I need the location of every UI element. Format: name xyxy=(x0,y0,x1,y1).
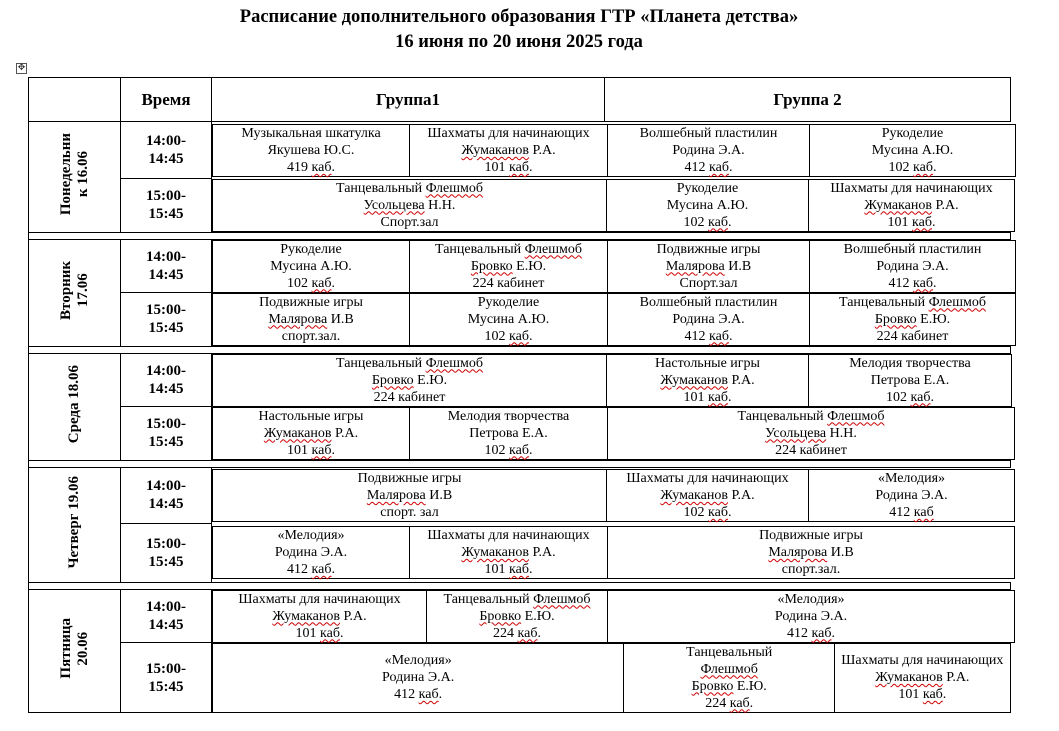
activity-cell[interactable] xyxy=(809,179,1015,231)
activity-line: Петрова Е.А. xyxy=(469,425,548,441)
activity-line: 412 каб. xyxy=(684,328,733,344)
activity-cell[interactable] xyxy=(213,526,410,578)
activity-line: Подвижные игры xyxy=(656,241,761,257)
activity-line: Шахматы для начинающих xyxy=(841,653,1004,668)
activity-line: Рукоделие xyxy=(881,125,944,141)
activity-line: Музыкальная шкатулка xyxy=(241,125,381,141)
activity-line: Родина Э.А. xyxy=(774,608,848,624)
day-label-line: Среда 18.06 xyxy=(66,364,82,444)
activity-cell[interactable] xyxy=(213,590,427,642)
schedule-row xyxy=(29,239,1011,293)
activity-cell[interactable] xyxy=(213,469,607,521)
table-header-row xyxy=(29,78,1011,122)
activity-line: Мусина А.Ю. xyxy=(871,142,954,158)
activity-line: Жумаканов Р.А. xyxy=(875,670,970,685)
header-group-1: Группа1 xyxy=(212,78,605,122)
activity-line: Жумаканов Р.А. xyxy=(461,544,556,560)
activity-line: Танцевальный Флешмоб xyxy=(336,180,483,196)
activity-cell[interactable] xyxy=(213,643,624,712)
activity-line: Бровко Е.Ю. xyxy=(371,372,448,388)
activity-line: Волшебный пластилин xyxy=(843,241,982,257)
activity-cell[interactable] xyxy=(213,293,410,345)
schedule-row xyxy=(29,293,1011,347)
activity-line: Бровко Е.Ю. xyxy=(691,678,767,694)
time-slot-cell: 15:00- 15:45 xyxy=(121,293,212,347)
activity-line: Подвижные игры xyxy=(259,294,363,310)
day-label-line: 20.06 xyxy=(74,631,91,666)
activity-line: Рукоделие xyxy=(477,294,540,310)
activity-line: 224 кабинет xyxy=(472,275,545,291)
activity-line: 224 каб. xyxy=(493,625,541,641)
activity-line: Шахматы для начинающих xyxy=(238,591,401,607)
activity-line: Танцевальный Флешмоб xyxy=(737,408,885,424)
activity-line: Шахматы для начинающих xyxy=(427,527,590,543)
activity-cell[interactable] xyxy=(809,469,1015,521)
activity-cell[interactable] xyxy=(427,590,608,642)
day-label-cell xyxy=(29,467,121,582)
activity-line: спорт.зал. xyxy=(281,328,341,344)
activity-line: Жумаканов Р.А. xyxy=(461,142,556,158)
activity-cell[interactable] xyxy=(607,354,809,406)
activity-line: Жумаканов Р.А. xyxy=(660,372,755,388)
activity-cell[interactable] xyxy=(410,124,608,176)
activity-line: Бровко Е.Ю. xyxy=(479,608,555,624)
day-label-line: Понедельни xyxy=(57,133,74,216)
activity-line: 101 каб. xyxy=(887,214,936,230)
activity-line: Малярова И.В xyxy=(366,487,453,503)
day-label-line: к 16.06 xyxy=(74,151,91,198)
activity-line: Родина Э.А. xyxy=(876,258,949,274)
time-slot-cell: 15:00- 15:45 xyxy=(121,523,212,582)
activity-line: Родина Э.А. xyxy=(382,670,455,685)
activity-line: 101 каб. xyxy=(898,687,947,702)
activity-cell[interactable] xyxy=(608,124,810,176)
activity-line: 412 каб. xyxy=(394,687,443,702)
activity-line: Флешмоб xyxy=(700,661,758,677)
activity-cell[interactable] xyxy=(213,407,410,459)
day-label-cell xyxy=(29,239,121,346)
activity-line: 101 каб. xyxy=(484,159,533,175)
schedule-row xyxy=(29,523,1011,582)
day-separator-row xyxy=(29,460,1011,467)
activity-line: Рукоделие xyxy=(280,241,342,257)
activity-line: Спорт.зал xyxy=(679,275,738,291)
activity-line: Родина Э.А. xyxy=(672,142,745,158)
time-slot-cell: 15:00- 15:45 xyxy=(121,407,212,461)
activity-line: Малярова И.В xyxy=(268,311,354,327)
activity-line: Жумаканов Р.А. xyxy=(272,608,367,624)
activity-line: Танцевальный Флешмоб xyxy=(443,591,591,607)
activity-line: 224 кабинет xyxy=(373,389,446,405)
schedule-row xyxy=(29,589,1011,643)
activity-line: Шахматы для начинающих xyxy=(626,470,789,486)
activity-line: Жумаканов Р.А. xyxy=(263,425,359,441)
activity-cell[interactable] xyxy=(410,293,608,345)
activity-cell[interactable] xyxy=(213,240,410,292)
activity-line: 102 каб. xyxy=(484,442,533,458)
activity-cell[interactable] xyxy=(608,240,810,292)
activity-line: Мусина А.Ю. xyxy=(467,311,550,327)
day-label-line: Пятница xyxy=(57,617,74,679)
activity-line: Мелодия творчества xyxy=(849,355,971,371)
activity-line: Подвижные игры xyxy=(759,527,863,543)
activity-line: Усольцева Н.Н. xyxy=(363,197,456,213)
activity-line: Родина Э.А. xyxy=(672,311,745,327)
activity-line: 412 каб xyxy=(889,504,934,520)
document-subtitle-dates: 16 июня по 20 июня 2025 года xyxy=(395,32,643,52)
activity-line: Усольцева Н.Н. xyxy=(765,425,857,441)
header-day-cell xyxy=(29,78,121,122)
activity-cell[interactable] xyxy=(809,354,1012,406)
activity-line: Настольные игры xyxy=(655,355,760,371)
activity-line: 101 каб. xyxy=(295,625,344,641)
activity-cell[interactable] xyxy=(410,240,608,292)
activity-line: Спорт.зал xyxy=(380,214,439,230)
schedule-row xyxy=(29,179,1011,233)
activity-line: Жумаканов Р.А. xyxy=(864,197,959,213)
activity-line: Малярова И.В xyxy=(665,258,752,274)
time-slot-cell: 15:00- 15:45 xyxy=(121,179,212,233)
schedule-row xyxy=(29,467,1011,523)
table-move-handle-icon[interactable]: ✥ xyxy=(17,63,26,73)
activity-line: 419 каб. xyxy=(287,159,335,175)
document-title: Расписание дополнительного образования ГТР «Планета детства» xyxy=(239,7,799,27)
schedule-row xyxy=(29,643,1011,713)
activity-line: Бровко Е.Ю. xyxy=(874,311,951,327)
activity-line: Мусина А.Ю. xyxy=(666,197,749,213)
activity-line: Жумаканов Р.А. xyxy=(660,487,755,503)
activity-cell[interactable] xyxy=(835,643,1010,712)
activity-line: Подвижные игры xyxy=(357,470,462,486)
activity-line: Волшебный пластилин xyxy=(639,125,778,141)
activity-line: Мелодия творчества xyxy=(447,408,570,424)
activity-line: Якушева Ю.С. xyxy=(267,142,355,158)
activity-cell[interactable] xyxy=(607,469,809,521)
schedule-row xyxy=(29,407,1011,461)
activity-cell[interactable] xyxy=(624,643,835,712)
activity-line: Мусина А.Ю. xyxy=(270,258,352,274)
activity-line: 102 каб. xyxy=(886,389,934,405)
time-slot-cell: 14:00- 14:45 xyxy=(121,467,212,523)
activity-line: Танцевальный Флешмоб xyxy=(435,241,582,257)
activity-line: 224 каб. xyxy=(705,695,754,711)
activity-cell[interactable] xyxy=(410,526,608,578)
activity-line: спорт. зал xyxy=(380,504,439,520)
activity-line: 102 каб. xyxy=(484,328,533,344)
activity-line: 412 каб. xyxy=(787,625,835,641)
activity-cell[interactable] xyxy=(213,354,607,406)
activity-line: «Мелодия» xyxy=(877,470,946,486)
activity-line: Бровко Е.Ю. xyxy=(470,258,547,274)
activity-line: Шахматы для начинающих xyxy=(427,125,590,141)
activity-line: Танцевальный Флешмоб xyxy=(839,294,986,310)
time-slot-cell: 14:00- 14:45 xyxy=(121,353,212,407)
activity-line: «Мелодия» xyxy=(277,527,345,543)
activity-line: 412 каб. xyxy=(287,561,335,577)
activity-line: спорт.зал. xyxy=(781,561,841,577)
day-separator-row xyxy=(29,582,1011,589)
day-separator-row xyxy=(29,232,1011,239)
activity-cell[interactable] xyxy=(810,240,1016,292)
schedule-table xyxy=(28,77,1011,713)
activity-line: Танцевальный xyxy=(686,644,773,660)
header-group-2: Группа 2 xyxy=(605,78,1011,122)
activity-cell[interactable] xyxy=(608,590,1015,642)
activity-line: Родина Э.А. xyxy=(274,544,348,560)
time-slot-cell: 14:00- 14:45 xyxy=(121,239,212,293)
activity-cell[interactable] xyxy=(213,124,410,176)
activity-cell[interactable] xyxy=(608,526,1015,578)
activity-cell[interactable] xyxy=(810,293,1016,345)
activity-line: Родина Э.А. xyxy=(875,487,948,503)
activity-line: 412 каб. xyxy=(888,275,937,291)
activity-line: 101 каб. xyxy=(683,389,732,405)
activity-line: Петрова Е.А. xyxy=(870,372,950,388)
activity-cell[interactable] xyxy=(213,179,607,231)
activity-cell[interactable] xyxy=(608,407,1015,459)
day-label-line: Вторник xyxy=(57,260,74,320)
activity-line: 224 кабинет xyxy=(775,442,847,458)
activity-line: 102 каб. xyxy=(287,275,335,291)
activity-line: Настольные игры xyxy=(258,408,364,424)
day-label-line: Четверг 19.06 xyxy=(66,475,82,569)
activity-line: 101 каб. xyxy=(484,561,533,577)
time-slot-cell: 15:00- 15:45 xyxy=(121,643,212,713)
activity-line: 102 каб. xyxy=(683,504,732,520)
activity-line: 412 каб. xyxy=(684,159,733,175)
day-label-cell xyxy=(29,589,121,713)
day-label-line: 17.06 xyxy=(74,273,91,307)
activity-line: 102 каб. xyxy=(888,159,937,175)
activity-cell[interactable] xyxy=(607,179,809,231)
schedule-row xyxy=(29,122,1011,179)
day-separator-row xyxy=(29,346,1011,353)
schedule-row xyxy=(29,353,1011,407)
header-time: Время xyxy=(121,78,212,122)
day-label-cell xyxy=(29,353,121,460)
activity-line: Малярова И.В xyxy=(768,544,854,560)
time-slot-cell: 14:00- 14:45 xyxy=(121,589,212,643)
activity-line: Шахматы для начинающих xyxy=(830,180,993,196)
activity-line: Танцевальный Флешмоб xyxy=(336,355,483,371)
time-slot-cell: 14:00- 14:45 xyxy=(121,122,212,179)
activity-cell[interactable] xyxy=(410,407,608,459)
day-label-cell xyxy=(29,122,121,233)
activity-line: «Мелодия» xyxy=(384,653,452,668)
activity-cell[interactable] xyxy=(810,124,1016,176)
activity-cell[interactable] xyxy=(608,293,810,345)
activity-line: 101 каб. xyxy=(287,442,335,458)
activity-line: 102 каб. xyxy=(683,214,732,230)
activity-line: «Мелодия» xyxy=(777,591,845,607)
activity-line: Рукоделие xyxy=(676,180,739,196)
activity-line: 224 кабинет xyxy=(876,328,949,344)
activity-line: Волшебный пластилин xyxy=(639,294,778,310)
